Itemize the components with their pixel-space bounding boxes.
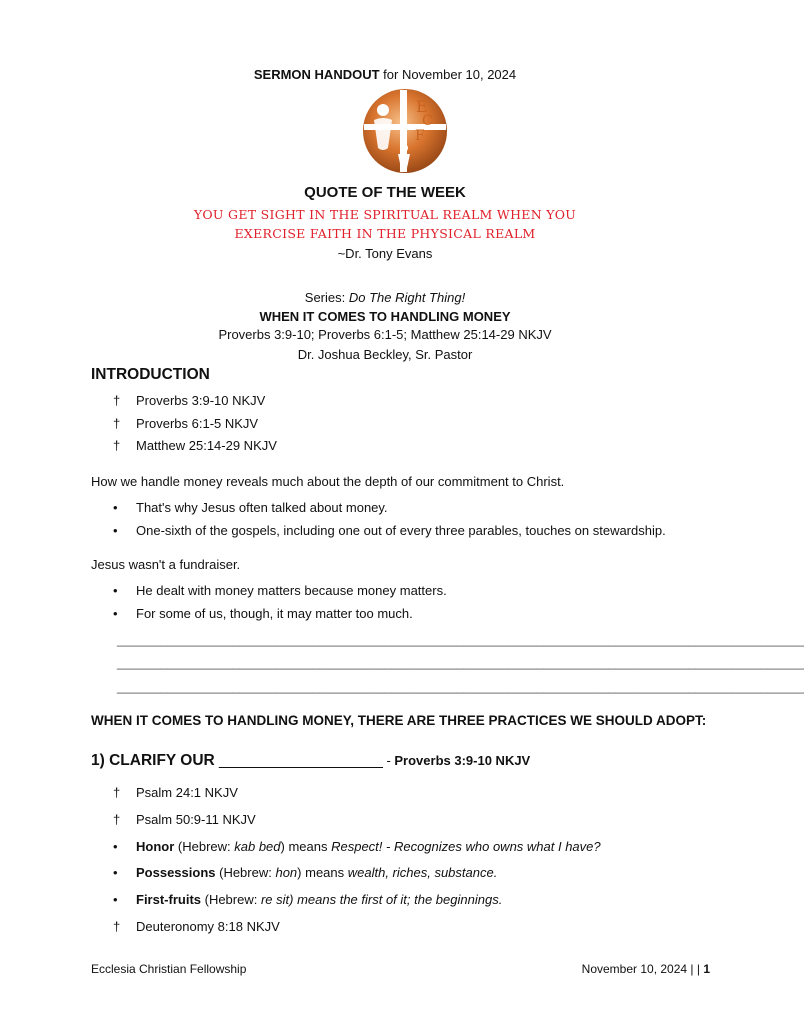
term-hebrew-label: (Hebrew: — [215, 865, 276, 881]
bullet-marker: • — [113, 500, 118, 515]
term-means: ) means — [297, 865, 348, 881]
sermon-pastor: Dr. Joshua Beckley, Sr. Pastor — [297, 347, 473, 362]
page-number: 1 — [703, 962, 710, 976]
cross-marker: † — [113, 918, 121, 934]
bullet-marker: • — [113, 583, 118, 598]
bullet-marker: • — [113, 865, 118, 881]
term-hebrew-label: (Hebrew: — [174, 838, 235, 854]
list-item — [91, 914, 601, 941]
term-definition: Respect! - Recognizes who owns what I have? — [331, 838, 601, 854]
term-means: ) means — [280, 838, 332, 854]
series-line — [0, 290, 770, 305]
list-item — [91, 780, 601, 807]
scripture-ref: Psalm 24:1 NKJV — [136, 785, 238, 800]
term-first-fruits: First-fruits — [136, 892, 201, 908]
list-item — [91, 834, 601, 861]
point-text: For some of us, though, it may matter too much. — [136, 605, 413, 621]
list-item — [91, 520, 666, 543]
point-1-reference: Proverbs 3:9-10 NKJV — [394, 753, 531, 768]
scripture-ref: Matthew 25:14-29 NKJV — [136, 438, 277, 453]
list-item — [91, 603, 447, 626]
note-line: _______________________________________________________________________________________________ — [117, 679, 804, 694]
scripture-ref: Deuteronomy 8:18 NKJV — [136, 918, 280, 934]
sermon-topic: WHEN IT COMES TO HANDLING MONEY — [259, 309, 511, 324]
term-honor: Honor — [136, 838, 175, 854]
handout-title-date: for November 10, 2024 — [379, 67, 517, 82]
intro-points-1 — [91, 497, 666, 542]
svg-text:C: C — [422, 113, 433, 129]
sermon-references: Proverbs 3:9-10; Proverbs 6:1-5; Matthew 25:14-29 NKJV — [218, 327, 552, 342]
practices-heading: WHEN IT COMES TO HANDLING MONEY, THERE ARE THREE PRACTICES WE SHOULD ADOPT: — [91, 713, 707, 728]
term-possessions: Possessions — [136, 865, 216, 881]
term-hebrew-label: (Hebrew: — [201, 892, 261, 908]
handout-title-bold: SERMON HANDOUT — [253, 67, 380, 82]
point-text: One-sixth of the gospels, including one out of every three parables, touches on stewardship. — [136, 522, 666, 538]
footer-church-name: Ecclesia Christian Fellowship — [91, 962, 247, 976]
introduction-heading: INTRODUCTION — [91, 366, 210, 383]
cross-marker: † — [113, 811, 121, 827]
footer-date: November 10, 2024 — [581, 962, 688, 976]
svg-text:E: E — [416, 97, 428, 116]
svg-text:F: F — [415, 128, 425, 144]
cross-marker: † — [113, 438, 121, 453]
note-line: _______________________________________________________________________________________________ — [117, 632, 804, 647]
list-item — [91, 413, 277, 436]
quote-heading: QUOTE OF THE WEEK — [304, 184, 466, 201]
hebrew-word: kab bed — [234, 838, 281, 854]
quote-line-1: YOU GET SIGHT IN THE SPIRITUAL REALM WHEN YOU — [193, 207, 577, 222]
series-label: Series: — [304, 290, 349, 305]
quote-attribution: ~Dr. Tony Evans — [337, 246, 433, 261]
church-logo — [362, 88, 448, 174]
scripture-ref: Proverbs 3:9-10 NKJV — [136, 393, 266, 408]
point-text: That's why Jesus often talked about money. — [136, 500, 388, 515]
point-1-label: 1) CLARIFY OUR — [91, 752, 220, 769]
quote-text — [0, 205, 770, 243]
quote-line-2: EXERCISE FAITH IN THE PHYSICAL REALM — [234, 226, 536, 241]
bullet-marker: • — [113, 838, 118, 854]
handout-title — [0, 67, 770, 82]
point-text: He dealt with money matters because money matters. — [136, 583, 447, 598]
list-item — [91, 860, 601, 887]
footer-separator: | | — [687, 962, 704, 976]
bullet-marker: • — [113, 892, 118, 908]
point-1-heading — [91, 752, 530, 770]
cross-marker: † — [113, 785, 121, 800]
point-1-list — [91, 780, 601, 941]
intro-paragraph-1: How we handle money reveals much about the depth of our commitment to Christ. — [91, 474, 565, 489]
scripture-ref: Proverbs 6:1-5 NKJV — [136, 415, 259, 431]
list-item — [91, 807, 601, 834]
bullet-marker: • — [113, 522, 118, 538]
term-definition: wealth, riches, substance. — [347, 865, 498, 881]
list-item — [91, 435, 277, 458]
term-definition: re sit) means the first of it; the beginnings. — [260, 892, 503, 908]
cross-marker: † — [113, 393, 121, 408]
list-item — [91, 390, 277, 413]
series-name: Do The Right Thing! — [348, 290, 466, 305]
hebrew-word: hon — [275, 865, 298, 881]
point-1-dash: - — [382, 753, 395, 768]
scripture-ref: Psalm 50:9-11 NKJV — [136, 811, 256, 827]
list-item — [91, 887, 601, 914]
footer-page-info — [582, 962, 710, 976]
point-1-blank: ___________________ — [219, 752, 383, 769]
intro-scripture-list — [91, 390, 277, 458]
list-item — [91, 580, 447, 603]
note-line: _______________________________________________________________________________________________ — [117, 655, 804, 670]
cross-marker: † — [113, 415, 121, 431]
list-item — [91, 497, 666, 520]
intro-paragraph-2: Jesus wasn't a fundraiser. — [91, 557, 241, 572]
bullet-marker: • — [113, 605, 118, 621]
intro-points-2 — [91, 580, 447, 625]
